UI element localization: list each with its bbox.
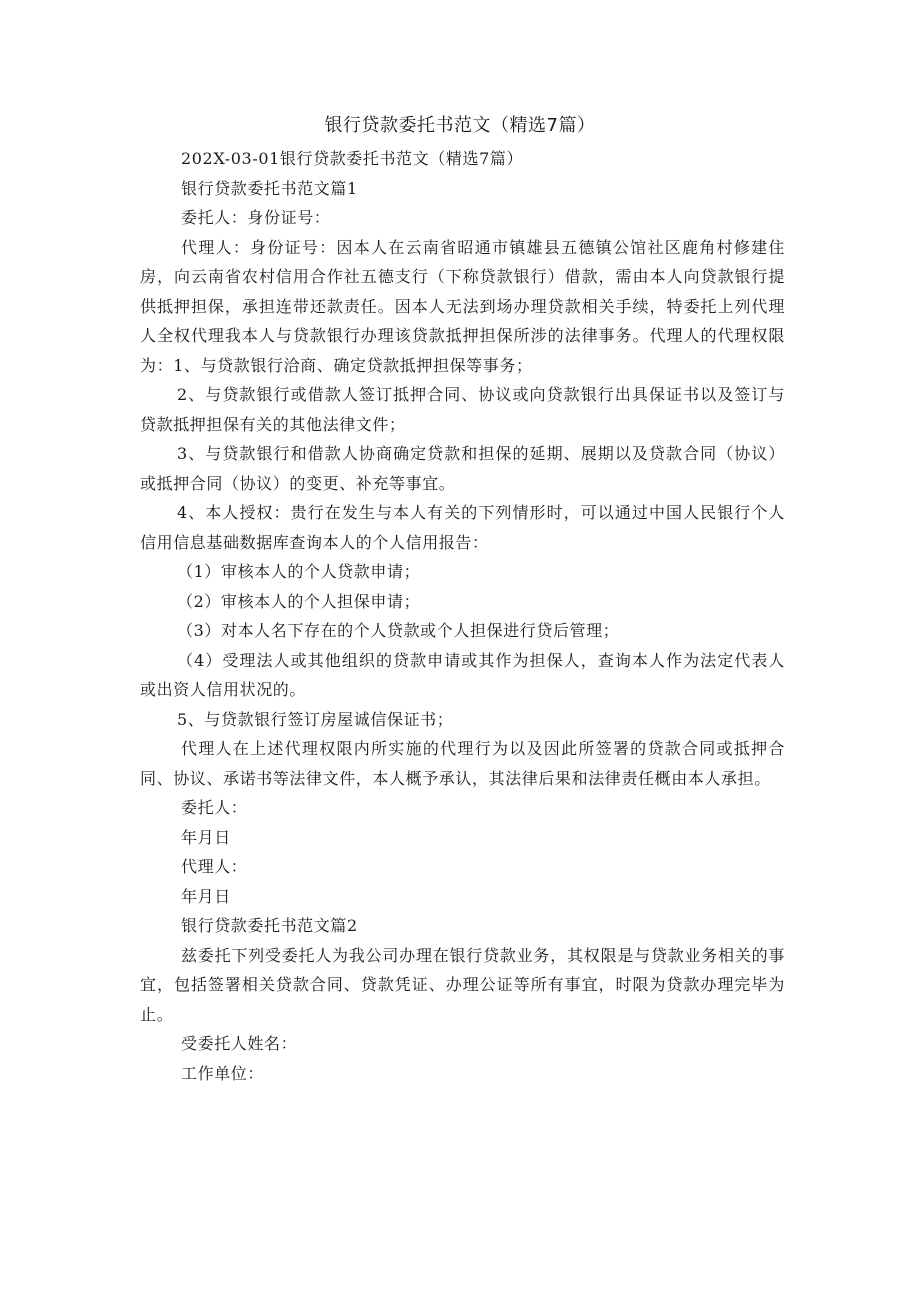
principal-date: 年月日 xyxy=(181,827,231,847)
sub-clause-3: （3）对本人名下存在的个人贷款或个人担保进行贷后管理； xyxy=(177,621,620,640)
sub-clause-1: （1）审核本人的个人贷款申请； xyxy=(177,562,421,581)
clause-4: 4、本人授权：贵行在发生与本人有关的下列情形时，可以通过中国人民银行个人信用信息基础数据库查询本人的个人信用报告： xyxy=(140,503,785,552)
company-entrust-paragraph: 兹委托下列受委托人为我公司办理在银行贷款业务，其权限是与贷款业务相关的事宜，包括签署相关贷款合同、贷款凭证、办理公证等所有事宜，时限为贷款办理完毕为止。 xyxy=(140,945,785,1024)
sub-clause-2: （2）审核本人的个人担保申请； xyxy=(177,591,421,611)
section-heading-1: 银行贷款委托书范文篇1 xyxy=(181,178,358,198)
clause-2: 2、与贷款银行或借款人签订抵押合同、协议或向贷款银行出具保证书以及签订与贷款抵押担保有关的其他法律文件； xyxy=(140,385,785,434)
document-body xyxy=(140,144,785,1088)
principal-signature: 委托人： xyxy=(181,798,248,817)
date-line: 202X-03-01银行贷款委托书范文（精选7篇） xyxy=(181,149,524,168)
trustee-name-line: 受委托人姓名： xyxy=(181,1034,298,1053)
agent-signature: 代理人： xyxy=(181,857,248,876)
agent-date: 年月日 xyxy=(181,886,231,906)
principal-line: 委托人：身份证号： xyxy=(181,208,331,227)
work-unit-line: 工作单位： xyxy=(181,1063,265,1083)
agent-paragraph: 代理人：身份证号：因本人在云南省昭通市镇雄县五德镇公馆社区鹿角村修建住房，向云南省农村信用合作社五德支行（下称贷款银行）借款，需由本人向贷款银行提供抵押担保，承担连带还款责任。因本人无法到场办理贷款相关手续，特委托上列代理人全权代理我本人与贷款银行办理该贷款抵押担保所涉的法律事务。代理人的代理权限为：1、与贷款银行洽商、确定贷款抵押担保等事务； xyxy=(140,237,785,375)
acknowledgement-paragraph: 代理人在上述代理权限内所实施的代理行为以及因此所签署的贷款合同或抵押合同、协议、承诺书等法律文件，本人概予承认，其法律后果和法律责任概由本人承担。 xyxy=(140,739,785,788)
sub-clause-4: （4）受理法人或其他组织的贷款申请或其作为担保人，查询本人作为法定代表人或出资人信用状况的。 xyxy=(140,650,785,699)
document-title: 银行贷款委托书范文（精选7篇） xyxy=(324,115,596,136)
section-heading-2: 银行贷款委托书范文篇2 xyxy=(181,916,358,935)
clause-3: 3、与贷款银行和借款人协商确定贷款和担保的延期、展期以及贷款合同（协议）或抵押合同（协议）的变更、补充等事宜。 xyxy=(140,444,785,493)
clause-5: 5、与贷款银行签订房屋诚信保证书； xyxy=(177,709,454,729)
